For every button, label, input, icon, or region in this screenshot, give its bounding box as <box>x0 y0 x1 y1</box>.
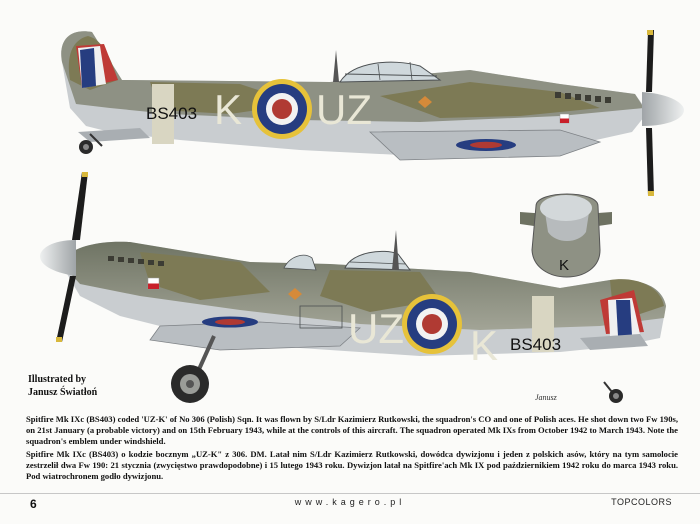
lower-code-squadron: UZ <box>348 305 404 352</box>
illustrator-line1: Illustrated by <box>28 374 87 385</box>
front-view <box>520 194 612 277</box>
lower-serial: BS403 <box>510 335 562 354</box>
brand-name: TOPCOLORS <box>611 497 672 507</box>
upper-code-squadron: UZ <box>316 86 372 133</box>
illustrator-name: Janusz Światłoń <box>28 387 98 398</box>
lower-code-letter: K <box>470 322 499 369</box>
front-view-letter: K <box>559 257 570 274</box>
upper-code-letter: K <box>214 86 243 133</box>
upper-serial: BS403 <box>146 104 198 123</box>
website-url: www.kagero.pl <box>294 497 406 507</box>
page-number: 6 <box>30 497 37 511</box>
artist-signature: Janusz <box>535 393 557 402</box>
caption-polish: Spitfire Mk IXc (BS403) o kodzie bocznym „UZ-K" z 306. DM. Latał nim S/Ldr Kazimierz Rutkowski, dowódca dywizjonu i jeden z polskich asów, który na tym samolocie zestrzelił dwa Fw 190: 21 stycznia (zwycięstwo prawdopodobne) i 15 lutego 1943 roku. Dywizjon latał na Spitfire'ach Mk IX pod październikiem 1942 roku do marca 1943 roku. Pod wiatrochronem godło dywizjonu. <box>26 449 678 481</box>
upper-profile <box>61 30 684 196</box>
footer-divider <box>0 493 700 494</box>
caption-english: Spitfire Mk IXc (BS403) coded 'UZ-K' of No 306 (Polish) Sqn. It was flown by S/Ldr Kazimierz Rutkowski, the squadron's CO and one of Polish aces. He shot down two Fw 190s, on 21st January (a probable victory) and on 15th February 1943, while at the controls of this aircraft. The squadron operated Mk IXs from October 1942 to March 1943. Note the squadron's emblem under windshield. <box>26 414 678 446</box>
illustrator-credit <box>28 373 97 399</box>
